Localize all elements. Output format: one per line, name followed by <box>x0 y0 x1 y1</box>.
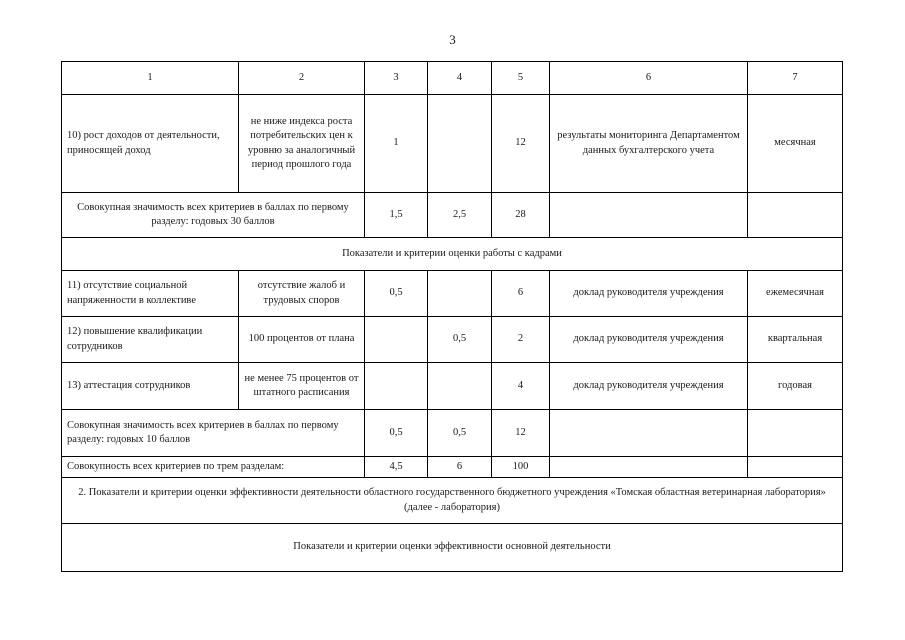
score-cell-col5: 12 <box>492 95 550 193</box>
criterion-cell: не ниже индекса роста потребительских цен к уровню за аналогичный период прошлого года <box>239 95 365 193</box>
source-cell: доклад руководителя учреждения <box>550 271 748 317</box>
total-row <box>62 457 843 478</box>
source-cell: доклад руководителя учреждения <box>550 363 748 410</box>
score-cell-col5: 100 <box>492 457 550 478</box>
source-cell: доклад руководителя учреждения <box>550 317 748 363</box>
criteria-table <box>61 61 843 572</box>
score-cell-col5: 4 <box>492 363 550 410</box>
score-cell-col4: 0,5 <box>428 410 492 457</box>
score-cell-col5: 6 <box>492 271 550 317</box>
empty-cell <box>550 193 748 238</box>
header-col-4: 4 <box>428 62 492 95</box>
page-number: 3 <box>449 32 456 47</box>
section-title: 2. Показатели и критерии оценки эффективности деятельности областного государственного бюджетного учреждения «Томская областная ветеринарная лаборатория» (далее - лаборатория) <box>62 478 843 524</box>
empty-cell <box>550 457 748 478</box>
score-cell-col5: 2 <box>492 317 550 363</box>
section-heading: Показатели и критерии оценки работы с кадрами <box>62 238 843 271</box>
empty-cell <box>748 457 843 478</box>
score-cell-col3: 0,5 <box>365 410 428 457</box>
table-row <box>62 271 843 317</box>
section-heading: Показатели и критерии оценки эффективности основной деятельности <box>62 524 843 572</box>
table-row <box>62 317 843 363</box>
score-cell-col4 <box>428 95 492 193</box>
subtotal-row <box>62 410 843 457</box>
score-cell-col4: 2,5 <box>428 193 492 238</box>
empty-cell <box>550 410 748 457</box>
score-cell-col3: 1,5 <box>365 193 428 238</box>
score-cell-col5: 28 <box>492 193 550 238</box>
criterion-cell: 100 процентов от плана <box>239 317 365 363</box>
periodicity-cell: ежемесячная <box>748 271 843 317</box>
total-label: Совокупность всех критериев по трем разделам: <box>62 457 365 478</box>
subtotal-label: Совокупная значимость всех критериев в баллах по первому разделу: годовых 30 баллов <box>62 193 365 238</box>
subtotal-row <box>62 193 843 238</box>
periodicity-cell: месячная <box>748 95 843 193</box>
subtotal-label: Совокупная значимость всех критериев в баллах по первому разделу: годовых 10 баллов <box>62 410 365 457</box>
header-col-2: 2 <box>239 62 365 95</box>
header-col-3: 3 <box>365 62 428 95</box>
header-col-7: 7 <box>748 62 843 95</box>
header-col-5: 5 <box>492 62 550 95</box>
score-cell-col3 <box>365 317 428 363</box>
periodicity-cell: квартальная <box>748 317 843 363</box>
score-cell-col3 <box>365 363 428 410</box>
header-col-1: 1 <box>62 62 239 95</box>
table-row <box>62 95 843 193</box>
score-cell-col5: 12 <box>492 410 550 457</box>
section-heading-row <box>62 524 843 572</box>
source-cell: результаты мониторинга Департаментом данных бухгалтерского учета <box>550 95 748 193</box>
criterion-cell: не менее 75 процентов от штатного расписания <box>239 363 365 410</box>
score-cell-col4: 0,5 <box>428 317 492 363</box>
score-cell-col4: 6 <box>428 457 492 478</box>
table-row <box>62 363 843 410</box>
indicator-cell: 12) повышение квалификации сотрудников <box>62 317 239 363</box>
periodicity-cell: годовая <box>748 363 843 410</box>
score-cell-col3: 4,5 <box>365 457 428 478</box>
empty-cell <box>748 410 843 457</box>
indicator-cell: 11) отсутствие социальной напряженности в коллективе <box>62 271 239 317</box>
score-cell-col4 <box>428 363 492 410</box>
criterion-cell: отсутствие жалоб и трудовых споров <box>239 271 365 317</box>
section-heading-row <box>62 238 843 271</box>
indicator-cell: 13) аттестация сотрудников <box>62 363 239 410</box>
section-title-row <box>62 478 843 524</box>
score-cell-col3: 0,5 <box>365 271 428 317</box>
empty-cell <box>748 193 843 238</box>
score-cell-col4 <box>428 271 492 317</box>
header-row <box>62 62 843 95</box>
header-col-6: 6 <box>550 62 748 95</box>
score-cell-col3: 1 <box>365 95 428 193</box>
indicator-cell: 10) рост доходов от деятельности, приносящей доход <box>62 95 239 193</box>
